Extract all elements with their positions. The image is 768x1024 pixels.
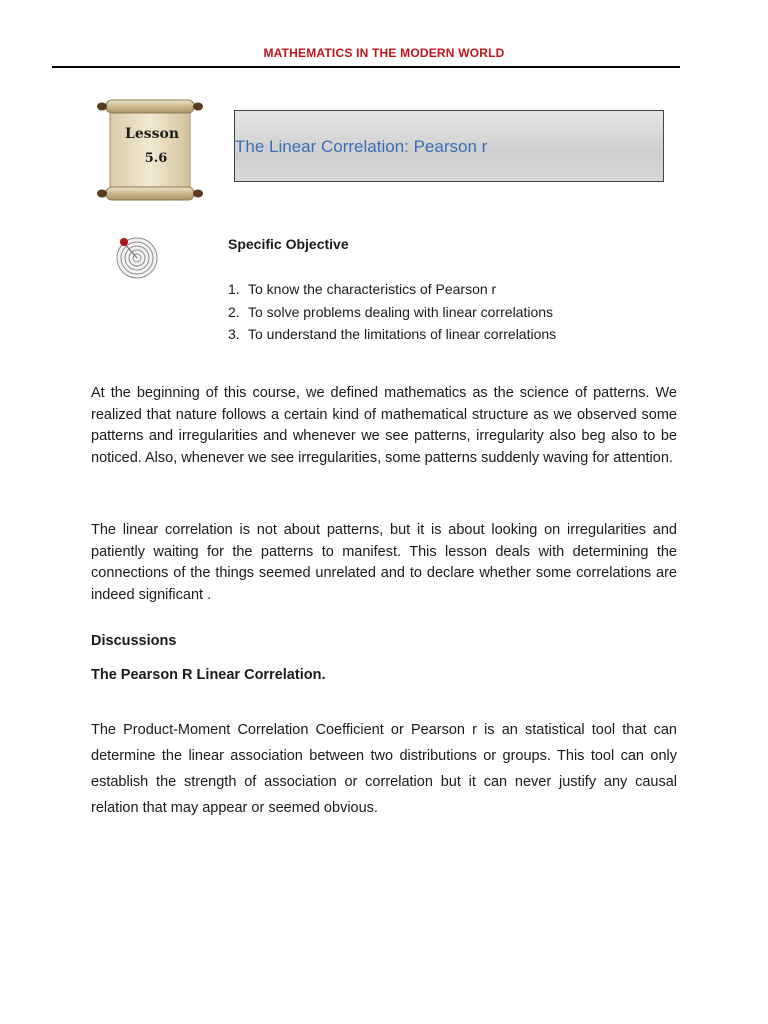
header-title: MATHEMATICS IN THE MODERN WORLD	[263, 46, 505, 60]
third-paragraph: The Product-Moment Correlation Coefficient or Pearson r is an statistical tool that can determine the linear association between two distributions or groups. This tool can only establish the strength of association or correlation but it can never justify any causal relation that may appear or seemed obvious.	[91, 722, 677, 816]
objective-heading: Specific Objective	[228, 236, 349, 252]
second-paragraph: The linear correlation is not about patterns, but it is about looking on irregularities and patiently waiting for the patterns to manifest. This lesson deals with determining the connections of the things seemed unrelated and to declare whether some correlations are indeed significant .	[91, 522, 677, 603]
objective-target	[113, 233, 159, 279]
pearson-heading: The Pearson R Linear Correlation.	[91, 667, 326, 683]
list-item-text: To know the characteristics of Pearson r	[248, 281, 497, 297]
list-item	[228, 325, 556, 348]
list-item-number: 2.	[228, 303, 240, 320]
intro-paragraph: At the beginning of this course, we defined mathematics as the science of patterns. We realized that nature follows a certain kind of mathematical structure as we observed some patterns and irregularities and whenever we see patterns, irregularity also beg also to be noticed. Also, whenever we see irregularities, some patterns suddenly waving for attention.	[91, 385, 677, 466]
list-item-text: To understand the limitations of linear correlations	[248, 326, 557, 342]
discussions-heading: Discussions	[91, 633, 177, 649]
list-item-number: 1.	[228, 281, 240, 297]
lesson-badge-word: Lesson	[124, 126, 180, 142]
lesson-title-box	[234, 110, 664, 182]
lesson-badge-number: 5.6	[144, 151, 168, 166]
list-item	[228, 280, 556, 303]
list-item-text: To solve problems dealing with linear correlations	[248, 303, 554, 320]
list-item	[228, 303, 556, 326]
lesson-badge	[96, 94, 204, 206]
list-item-number: 3.	[228, 326, 240, 342]
scroll-icon	[96, 94, 204, 206]
target-icon	[113, 233, 159, 279]
objective-list	[228, 280, 556, 348]
lesson-title: The Linear Correlation: Pearson r	[235, 137, 488, 156]
header-rule	[52, 66, 680, 68]
